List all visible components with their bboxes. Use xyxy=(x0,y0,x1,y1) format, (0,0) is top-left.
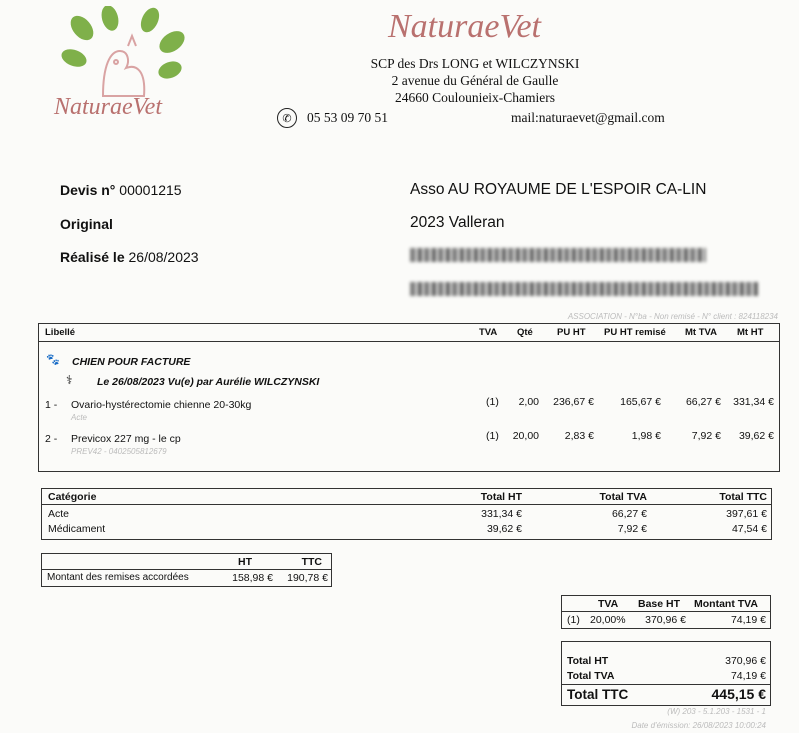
vat-amount: 74,19 € xyxy=(730,614,766,626)
item-mt-ht: 331,34 € xyxy=(733,396,774,408)
discount-label: Montant des remises accordées xyxy=(47,572,189,583)
category-ht: 39,62 € xyxy=(486,523,522,535)
item-label: Ovario-hystérectomie chienne 20-30kg xyxy=(71,399,252,411)
visit-info: Le 26/08/2023 Vu(e) par Aurélie WILCZYNSKI xyxy=(97,376,320,388)
made-date-label: Réalisé le xyxy=(60,249,125,265)
header-vat-base: Base HT xyxy=(638,598,681,610)
item-number: 1 - xyxy=(45,399,58,411)
totals-divider xyxy=(562,684,770,685)
vat-table xyxy=(561,595,771,629)
header-libelle: Libellé xyxy=(45,327,76,338)
discounts-table xyxy=(41,553,332,587)
discount-ttc: 190,78 € xyxy=(287,572,328,584)
phone-block xyxy=(277,108,388,128)
item-mt-tva: 66,27 € xyxy=(685,396,721,408)
item-pu-ht: 236,67 € xyxy=(553,396,594,408)
header-total-ht: Total HT xyxy=(480,491,522,503)
quote-number-label: Devis n° xyxy=(60,182,116,198)
category-tva: 7,92 € xyxy=(617,523,647,535)
total-tva-label: Total TVA xyxy=(567,670,615,682)
redacted-address-1 xyxy=(410,248,706,262)
client-city: 2023 Valleran xyxy=(410,214,505,231)
item-tva: (1) xyxy=(486,430,499,442)
client-name: Asso AU ROYAUME DE L'ESPOIR CA-LIN xyxy=(410,181,707,198)
header-vat-tva: TVA xyxy=(598,598,619,610)
item-tva: (1) xyxy=(486,396,499,408)
vat-code: (1) xyxy=(567,614,580,626)
lines-table xyxy=(38,323,780,472)
category-name: Acte xyxy=(48,508,70,520)
brand-title: NaturaeVet xyxy=(388,8,541,45)
category-tva: 66,27 € xyxy=(611,508,647,520)
total-ttc-label: Total TTC xyxy=(567,687,629,702)
vat-header xyxy=(562,596,770,612)
discount-ht: 158,98 € xyxy=(232,572,273,584)
phone-number: 05 53 09 70 51 xyxy=(307,110,388,125)
footer-ref: (W) 203 - 5.1.203 - 1531 - 1 xyxy=(667,707,766,716)
category-ht: 331,34 € xyxy=(481,508,522,520)
animal-name: CHIEN POUR FACTURE xyxy=(72,356,191,368)
header-tva: TVA xyxy=(479,327,498,338)
practice-name: SCP des Drs LONG et WILCZYNSKI xyxy=(370,56,580,71)
item-qte: 20,00 xyxy=(512,430,539,442)
discounts-header xyxy=(42,554,331,570)
header-pu-remise: PU HT remisé xyxy=(604,327,666,338)
item-sub: Acte xyxy=(71,413,88,422)
category-table xyxy=(41,488,772,540)
made-date xyxy=(60,249,199,265)
item-pu-remise: 165,67 € xyxy=(620,396,661,408)
logo-text: NaturaeVet xyxy=(54,94,162,120)
total-ttc-value: 445,15 € xyxy=(711,686,766,702)
paw-icon: 🐾 xyxy=(46,354,60,366)
item-pu-ht: 2,83 € xyxy=(564,430,594,442)
email: mail:naturaevet@gmail.com xyxy=(511,110,665,125)
header-total-tva: Total TVA xyxy=(599,491,647,503)
category-ttc: 47,54 € xyxy=(731,523,767,535)
totals-box xyxy=(561,641,771,706)
item-pu-remise: 1,98 € xyxy=(631,430,661,442)
header-vat-amount: Montant TVA xyxy=(694,598,758,610)
total-tva-value: 74,19 € xyxy=(730,670,766,682)
item-mt-tva: 7,92 € xyxy=(691,430,721,442)
footer-issued: Date d'émission: 26/08/2023 10:00:24 xyxy=(631,721,766,730)
category-header xyxy=(42,489,771,505)
header-mt-ht: Mt HT xyxy=(737,327,764,338)
address-line-2: 24660 Coulounieix-Chamiers xyxy=(394,90,556,105)
quote-number xyxy=(60,182,182,198)
redacted-address-2 xyxy=(410,282,758,296)
header-discount-ttc: TTC xyxy=(301,556,322,568)
vat-rate: 20,00% xyxy=(590,614,626,626)
category-ttc: 397,61 € xyxy=(726,508,767,520)
header-discount-ht: HT xyxy=(238,556,252,568)
lines-header xyxy=(39,324,779,342)
stethoscope-icon: ⚕ xyxy=(66,373,73,387)
item-mt-ht: 39,62 € xyxy=(738,430,774,442)
header-total-ttc: Total TTC xyxy=(719,491,767,503)
item-sub: PREV42 - 0402505812679 xyxy=(71,447,167,456)
phone-icon: ✆ xyxy=(277,108,297,128)
address-line-1: 2 avenue du Général de Gaulle xyxy=(391,73,559,88)
naturaevet-logo xyxy=(48,6,198,128)
item-qte: 2,00 xyxy=(518,396,539,408)
vat-base: 370,96 € xyxy=(645,614,686,626)
client-note: ASSOCIATION - N°ba - Non remisé - N° client : 824118234 xyxy=(567,312,778,321)
made-date-value: 26/08/2023 xyxy=(128,249,199,265)
category-name: Médicament xyxy=(48,523,106,535)
item-number: 2 - xyxy=(45,433,58,445)
header-qte: Qté xyxy=(517,327,533,338)
quote-number-value: 00001215 xyxy=(119,182,182,198)
original-label: Original xyxy=(60,216,113,232)
header-pu-ht: PU HT xyxy=(557,327,586,338)
header-mt-tva: Mt TVA xyxy=(685,327,718,338)
header-categorie: Catégorie xyxy=(48,491,97,503)
total-ht-value: 370,96 € xyxy=(725,655,766,667)
total-ht-label: Total HT xyxy=(567,655,609,667)
item-label: Previcox 227 mg - le cp xyxy=(71,433,181,445)
